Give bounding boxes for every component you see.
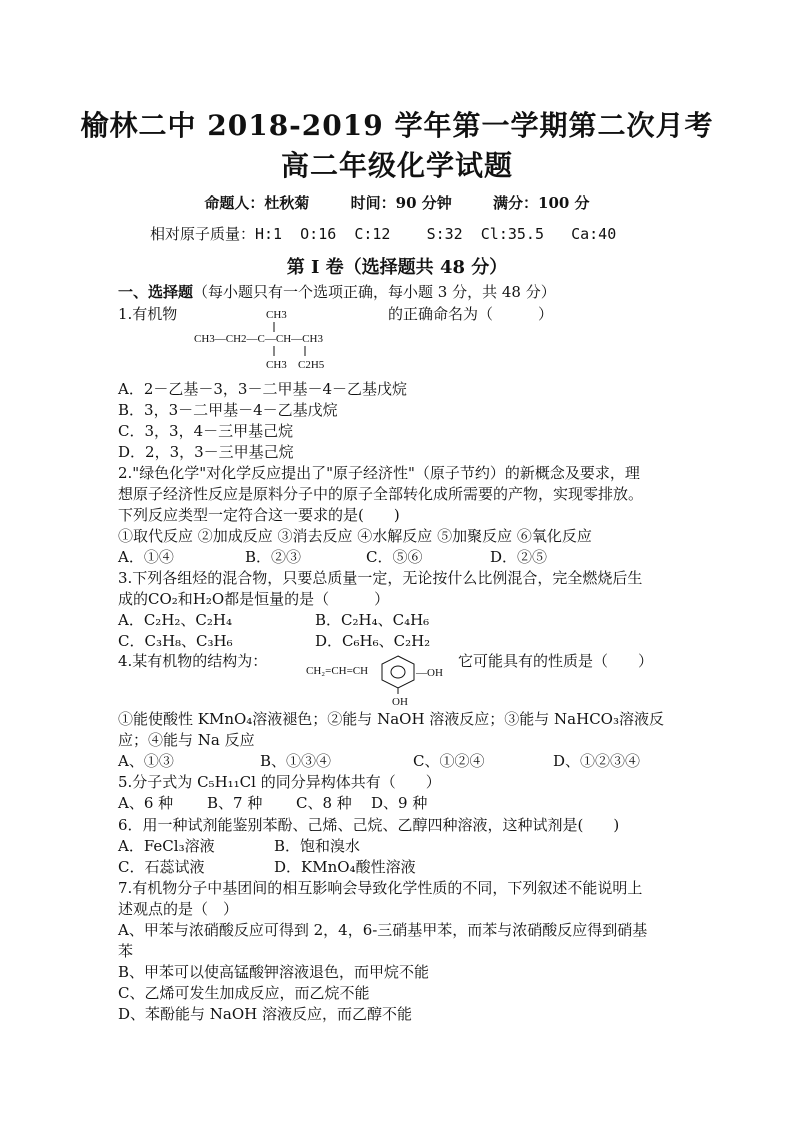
q4-struct-chain: CH₂=CH=CH (306, 665, 369, 677)
q7-line-2: 述观点的是（ ） (118, 900, 239, 918)
q6-option-d: D．KMnO₄酸性溶液 (274, 858, 416, 876)
q4-stem-start: 4.某有机物的结构为： (118, 652, 268, 670)
q1-stem-end: 的正确命名为（ ） (388, 305, 554, 323)
q6-stem: 6．用一种试剂能鉴别苯酚、己烯、己烷、乙醇四种溶液，这种试剂是( ) (118, 816, 620, 834)
q7-option-d: D、苯酚能与 NaOH 溶液反应，而乙醇不能 (118, 1005, 413, 1023)
q7-option-a: A、甲苯与浓硝酸反应可得到 2，4，6-三硝基甲苯，而苯与浓硝酸反应得到硝基 (118, 921, 648, 939)
exam-score: 满分：100 分 (493, 194, 590, 212)
q1-struct-bottom-right: C2H5 (298, 359, 325, 371)
exam-time: 时间：90 分钟 (350, 194, 452, 212)
q7-option-c: C、乙烯可发生加成反应，而乙烷不能 (118, 984, 370, 1002)
q4-option-b: B、①③④ (260, 752, 332, 770)
atomic-mass-line: 相对原子质量：H:1 O:16 C:12 S:32 Cl:35.5 Ca:40 (150, 225, 617, 243)
q3-option-c: C．C₃H₈、C₃H₆ (118, 632, 233, 650)
section-title: 第 I 卷（选择题共 48 分） (286, 257, 508, 278)
q4-struct-oh1: —OH (416, 667, 443, 679)
q2-option-d: D．②⑤ (490, 548, 548, 566)
q1-struct-bottom-left: CH3 (266, 359, 287, 371)
q6-option-b: B．饱和溴水 (274, 837, 361, 855)
q5-option-a: A、6 种 (118, 794, 174, 812)
q4-line-1: ①能使酸性 KMnO₄溶液褪色；②能与 NaOH 溶液反应；③能与 NaHCO₃溶液反 (118, 710, 664, 728)
q7-option-a-cont: 苯 (118, 942, 134, 960)
exam-meta (0, 192, 794, 213)
q2-line-4: ①取代反应 ②加成反应 ③消去反应 ④水解反应 ⑤加聚反应 ⑥氧化反应 (118, 527, 592, 545)
q3-line-1: 3.下列各组烃的混合物，只要总质量一定，无论按什么比例混合，完全燃烧后生 (118, 569, 643, 587)
q6-option-a: A．FeCl₃溶液 (118, 837, 215, 855)
part-heading (118, 282, 556, 303)
q4-option-d: D、①②③④ (553, 752, 641, 770)
q4-line-2: 应；④能与 Na 反应 (118, 731, 255, 749)
part-label: 一、选择题 (118, 283, 194, 301)
q4-struct-oh2: OH (392, 696, 408, 708)
q5-option-d: D、9 种 (371, 794, 428, 812)
q7-line-1: 7.有机物分子中基团间的相互影响会导致化学性质的不同，下列叙述不能说明上 (118, 879, 643, 897)
q5-option-b: B、7 种 (207, 794, 263, 812)
q4-stem-end: 它可能具有的性质是（ ） (458, 652, 654, 670)
q1-option-a: A．2－乙基－3，3－二甲基－4－乙基戊烷 (118, 380, 408, 398)
q1-option-c: C．3，3，4－三甲基己烷 (118, 422, 294, 440)
q2-line-2: 想原子经济性反应是原料分子中的原子全部转化成所需要的产物，实现零排放。 (118, 485, 644, 503)
q1-stem-start: 1.有机物 (118, 305, 178, 323)
q4-option-c: C、①②④ (413, 752, 485, 770)
q5-stem: 5.分子式为 C₅H₁₁Cl 的同分异构体共有（ ） (118, 773, 441, 791)
q2-option-a: A．①④ (118, 548, 174, 566)
q1-option-d: D．2，3，3－三甲基己烷 (118, 443, 294, 461)
q4-option-a: A、①③ (118, 752, 174, 770)
q1-struct-top: CH3 (266, 309, 287, 321)
q1-structure (192, 306, 372, 372)
exam-author: 命题人：杜秋菊 (204, 194, 310, 212)
q3-line-2: 成的CO₂和H₂O都是恒量的是（ ） (118, 590, 390, 608)
exam-title: 榆林二中 2018-2019 学年第一学期第二次月考 (80, 109, 714, 142)
q3-option-b: B．C₂H₄、C₄H₆ (315, 611, 430, 629)
q2-option-c: C．⑤⑥ (366, 548, 423, 566)
q3-option-a: A．C₂H₂、C₂H₄ (118, 611, 233, 629)
q2-line-3: 下列反应类型一定符合这一要求的是( ) (118, 506, 400, 524)
q3-option-d: D．C₆H₆、C₂H₂ (315, 632, 431, 650)
q5-option-c: C、8 种 (296, 794, 352, 812)
part-note: （每小题只有一个选项正确，每小题 3 分，共 48 分） (193, 283, 556, 301)
q6-option-c: C．石蕊试液 (118, 858, 205, 876)
q1-option-b: B．3，3－二甲基－4－乙基戊烷 (118, 401, 338, 419)
q2-option-b: B．②③ (245, 548, 302, 566)
q4-structure (300, 650, 450, 708)
exam-subtitle: 高二年级化学试题 (280, 149, 513, 182)
q1-struct-main: CH3—CH2—C—CH—CH3 (194, 333, 323, 345)
q2-line-1: 2."绿色化学"对化学反应提出了"原子经济性"（原子节约）的新概念及要求，理 (118, 464, 640, 482)
q7-option-b: B、甲苯可以使高锰酸钾溶液退色，而甲烷不能 (118, 963, 430, 981)
